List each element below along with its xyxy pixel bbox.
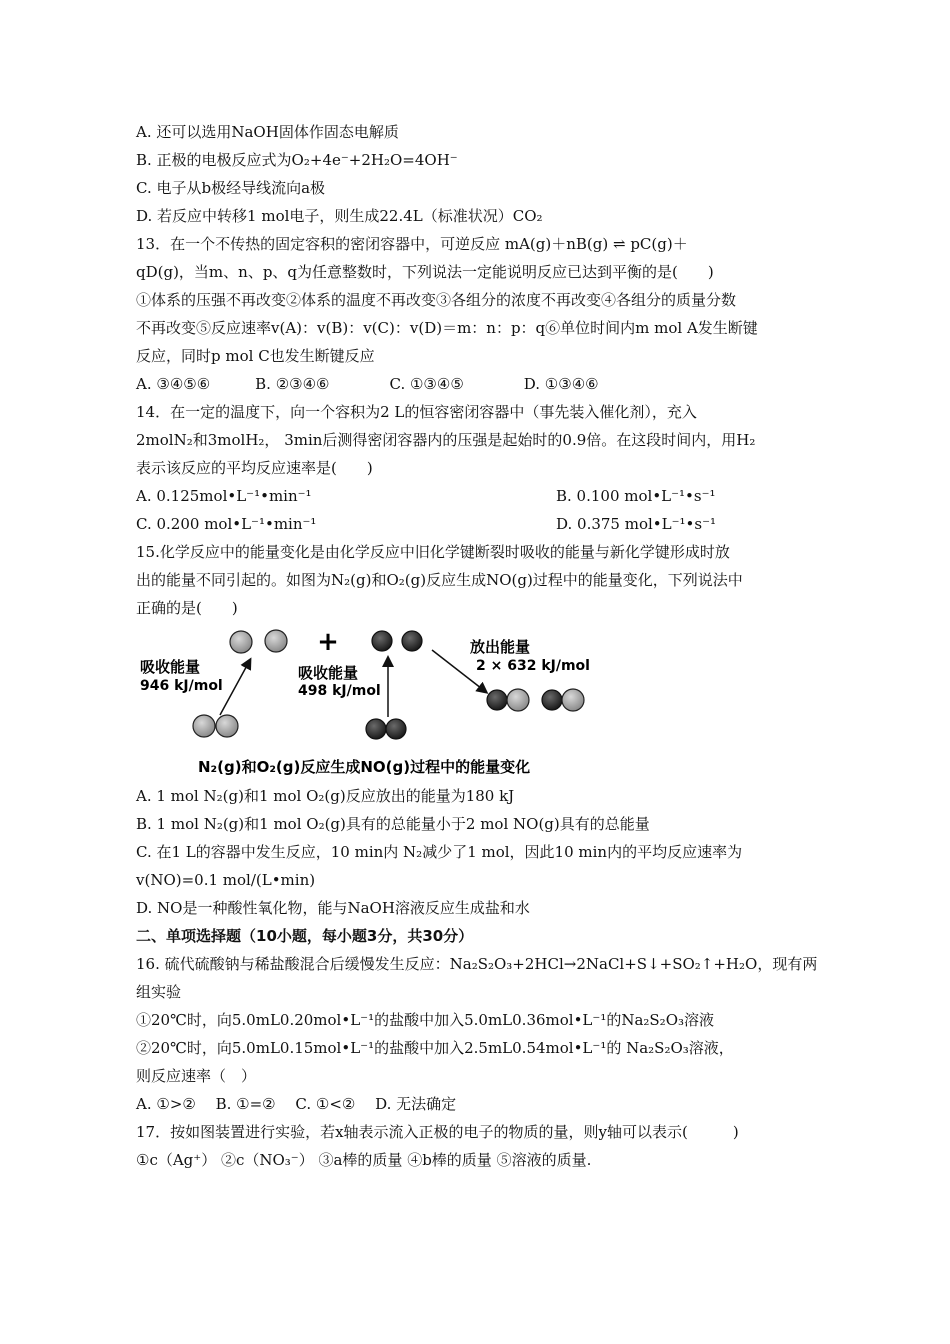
q15-option-b: B. 1 mol N₂(g)和1 mol O₂(g)具有的总能量小于2 mol NO(g)具有的总能量	[136, 815, 650, 833]
q14-option-a: A. 0.125mol•L⁻¹•min⁻¹	[136, 487, 312, 505]
q15-stem-line2: 出的能量不同引起的。如图为N₂(g)和O₂(g)反应生成NO(g)过程中的能量变化，下列说法中	[136, 571, 743, 589]
q13-stem-line1: 13．在一个不传热的固定容积的密闭容器中，可逆反应 mA(g)＋nB(g) ⇌ pC(g)＋	[136, 235, 688, 253]
q16-experiment-2: ②20℃时，向5.0mL0.15mol•L⁻¹的盐酸中加入2.5mL0.54mol•L⁻¹的 Na₂S₂O₃溶液，	[136, 1039, 734, 1057]
q17-stem-line1: 17．按如图装置进行实验，若x轴表示流入正极的电子的物质的量，则y轴可以表示( )	[136, 1123, 739, 1141]
o-atom-icon	[402, 631, 422, 651]
q15-stem-line1: 15.化学反应中的能量变化是由化学反应中旧化学键断裂时吸收的能量与新化学键形成时放	[136, 543, 730, 561]
diagram-caption: N₂(g)和O₂(g)反应生成NO(g)过程中的能量变化	[198, 758, 531, 776]
section-2-heading: 二、单项选择题（10小题，每小题3分，共30分）	[136, 927, 474, 945]
q13-stem-line5: 反应，同时p mol C也发生断键反应	[136, 347, 375, 365]
no-molecule-icon	[487, 690, 507, 710]
q15-option-d: D. NO是一种酸性氧化物，能与NaOH溶液反应生成盐和水	[136, 899, 530, 917]
q16-stem-line2: 组实验	[136, 983, 182, 1001]
q15-option-c-line1: C. 在1 L的容器中发生反应，10 min内 N₂减少了1 mol，因此10 min内的平均反应速率为	[136, 843, 743, 861]
o-atom-icon	[372, 631, 392, 651]
q13-stem-line4: 不再改变⑤反应速率v(A)：v(B)：v(C)：v(D)＝m：n：p：q⑥单位时间内m mol A发生断键	[136, 319, 758, 337]
absorb-energy-2-value: 498 kJ/mol	[298, 683, 381, 699]
q13-stem-line3: ①体系的压强不再改变②体系的温度不再改变③各组分的浓度不再改变④各组分的质量分数	[136, 291, 737, 309]
q16-stem-line1: 16. 硫代硫酸钠与稀盐酸混合后缓慢发生反应：Na₂S₂O₃+2HCl→2NaCl+S↓+SO₂↑+H₂O，现有两	[136, 955, 818, 973]
q14-option-d: D. 0.375 mol•L⁻¹•s⁻¹	[556, 515, 717, 533]
q14-option-b: B. 0.100 mol•L⁻¹•s⁻¹	[556, 487, 716, 505]
energy-change-diagram	[136, 622, 636, 780]
q16-options: A. ①>② B. ①=② C. ①<② D. 无法确定	[136, 1095, 457, 1113]
q14-stem-line3: 表示该反应的平均反应速率是( )	[136, 459, 373, 477]
n-atom-icon	[265, 630, 287, 652]
q14-option-c: C. 0.200 mol•L⁻¹•min⁻¹	[136, 515, 317, 533]
plus-sign: +	[317, 627, 339, 657]
n2-molecule-icon	[193, 715, 215, 737]
q12-option-c: C. 电子从b极经导线流向a极	[136, 179, 326, 197]
o2-molecule-icon	[366, 719, 386, 739]
release-energy-value: 2 × 632 kJ/mol	[476, 658, 590, 674]
q12-option-b: B. 正极的电极反应式为O₂+4e⁻+2H₂O=4OH⁻	[136, 151, 458, 169]
no-molecule-icon	[542, 690, 562, 710]
absorb-energy-1-title: 吸收能量	[140, 658, 201, 676]
q13-options: A. ③④⑤⑥ B. ②③④⑥ C. ①③④⑤ D. ①③④⑥	[136, 375, 599, 393]
n-atom-icon	[230, 631, 252, 653]
q12-option-a: A. 还可以选用NaOH固体作固态电解质	[136, 123, 399, 141]
o2-molecule-icon	[386, 719, 406, 739]
no-molecule-icon	[562, 689, 584, 711]
no-molecule-icon	[507, 689, 529, 711]
q15-stem-line3: 正确的是( )	[136, 599, 238, 617]
q15-option-c-line2: v(NO)=0.1 mol/(L•min)	[136, 871, 316, 889]
q16-experiment-1: ①20℃时，向5.0mL0.20mol•L⁻¹的盐酸中加入5.0mL0.36mol•L⁻¹的Na₂S₂O₃溶液	[136, 1011, 715, 1029]
q13-stem-line2: qD(g)，当m、n、p、q为任意整数时，下列说法一定能说明反应已达到平衡的是( )	[136, 263, 714, 281]
q12-option-d: D. 若反应中转移1 mol电子，则生成22.4L（标准状况）CO₂	[136, 207, 543, 225]
absorb-energy-2-title: 吸收能量	[298, 664, 359, 682]
q16-stem-line5: 则反应速率（ ）	[136, 1067, 257, 1085]
absorb-energy-1-value: 946 kJ/mol	[140, 678, 223, 694]
q17-stem-line2: ①c（Ag⁺） ②c（NO₃⁻） ③a棒的质量 ④b棒的质量 ⑤溶液的质量.	[136, 1151, 592, 1169]
q14-stem-line1: 14．在一定的温度下，向一个容积为2 L的恒容密闭容器中（事先装入催化剂），充入	[136, 403, 697, 421]
n2-molecule-icon	[216, 715, 238, 737]
q15-option-a: A. 1 mol N₂(g)和1 mol O₂(g)反应放出的能量为180 kJ	[136, 787, 515, 805]
release-energy-title: 放出能量	[470, 638, 531, 656]
q14-stem-line2: 2molN₂和3molH₂， 3min后测得密闭容器内的压强是起始时的0.9倍。在这段时间内，用H₂	[136, 431, 756, 449]
